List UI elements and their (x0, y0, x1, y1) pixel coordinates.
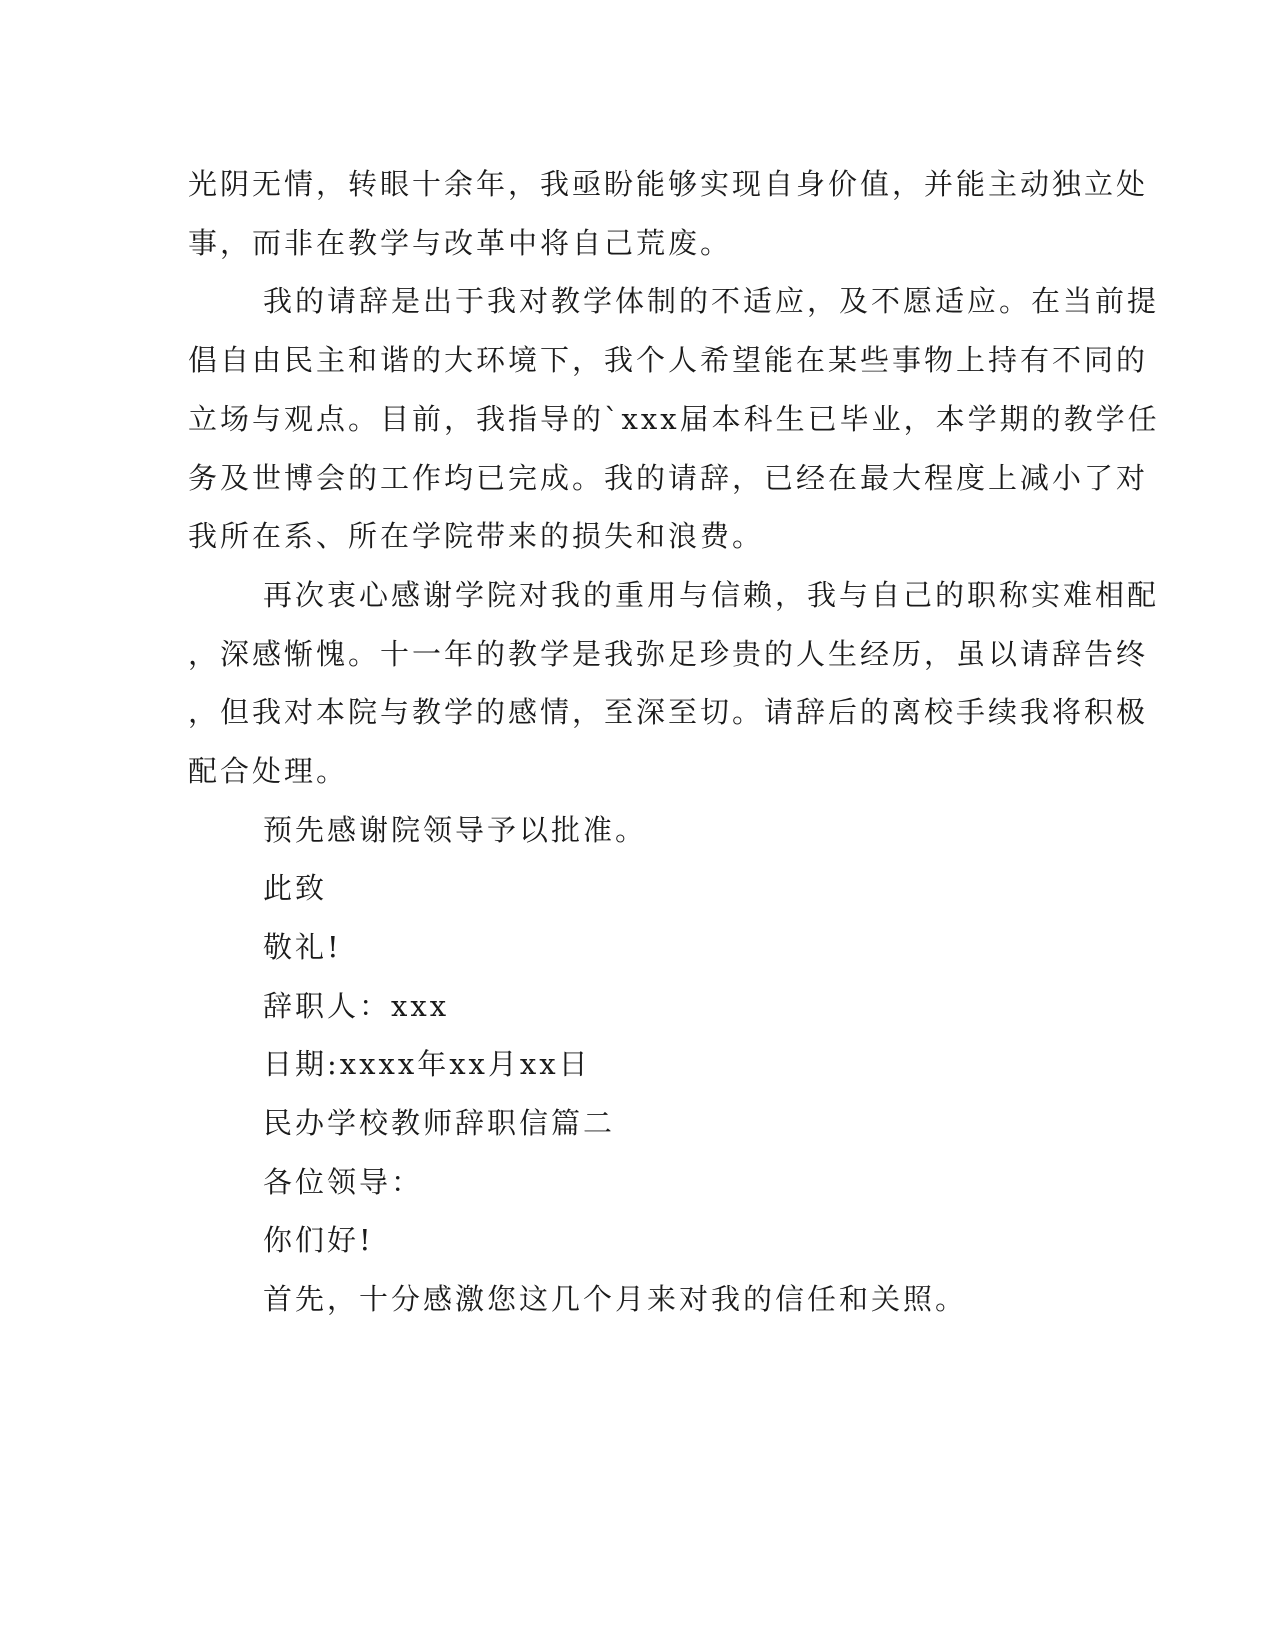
paragraph-line: 我所在系、所在学院带来的损失和浪费。 (188, 519, 765, 553)
paragraph-line: 配合处理。 (188, 754, 349, 788)
paragraph-line: 倡自由民主和谐的大环境下，我个人希望能在某些事物上持有不同的 (188, 343, 1149, 377)
date-line: 日期:xxxx年xx月xx日 (263, 1047, 591, 1081)
salutation-line: 此致 (263, 871, 328, 905)
greeting-line: 各位领导： (263, 1165, 424, 1199)
paragraph-line: 首先，十分感激您这几个月来对我的信任和关照。 (263, 1282, 968, 1316)
paragraph-line: 光阴无情，转眼十余年，我亟盼能够实现自身价值，并能主动独立处 (188, 167, 1149, 201)
paragraph-line: 事，而非在教学与改革中将自己荒废。 (188, 226, 733, 260)
greeting-line: 你们好! (263, 1223, 374, 1257)
section-title: 民办学校教师辞职信篇二 (263, 1106, 616, 1140)
salutation-line: 敬礼! (263, 930, 342, 964)
paragraph-line: 我的请辞是出于我对教学体制的不适应，及不愿适应。在当前提 (263, 284, 1160, 318)
paragraph-line: 务及世博会的工作均已完成。我的请辞，已经在最大程度上减小了对 (188, 461, 1149, 495)
closing-line: 预先感谢院领导予以批准。 (263, 813, 648, 847)
paragraph-line: ，深感惭愧。十一年的教学是我弥足珍贵的人生经历，虽以请辞告终 (188, 637, 1149, 671)
paragraph-line: 再次衷心感谢学院对我的重用与信赖，我与自己的职称实难相配 (263, 578, 1160, 612)
signature-line: 辞职人：xxx (263, 989, 450, 1023)
paragraph-line: ，但我对本院与教学的感情，至深至切。请辞后的离校手续我将积极 (188, 695, 1149, 729)
paragraph-line: 立场与观点。目前，我指导的`xxx届本科生已毕业，本学期的教学任 (188, 402, 1160, 436)
